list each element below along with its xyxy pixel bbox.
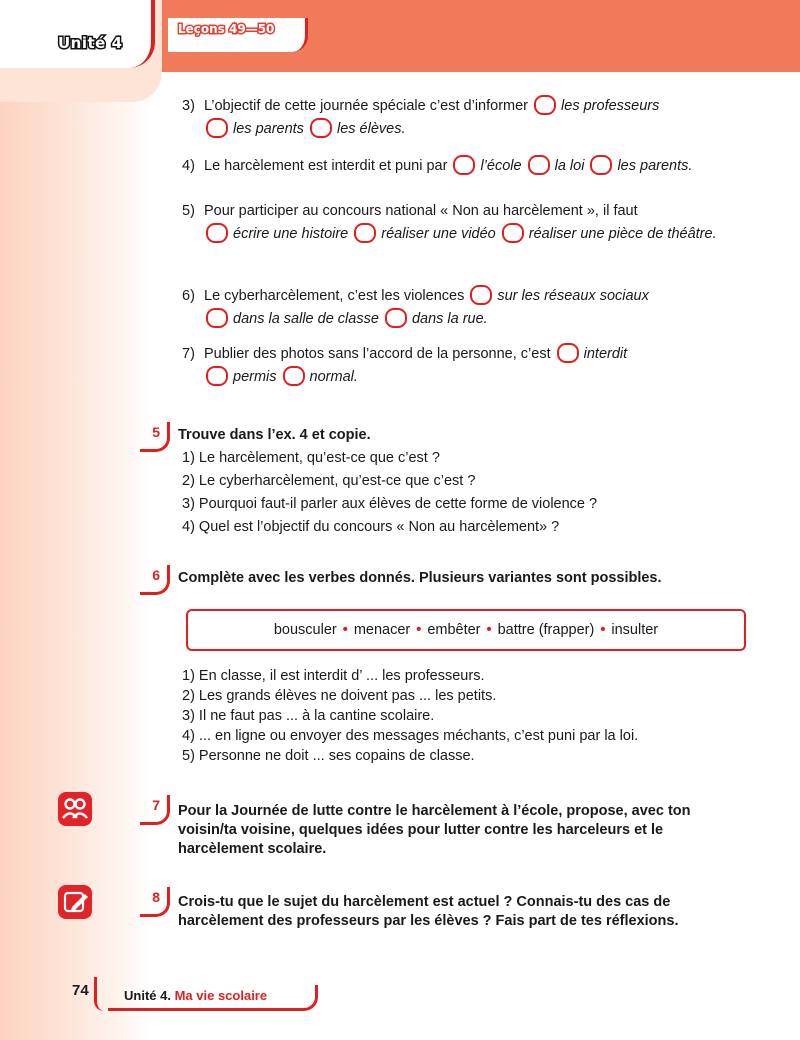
verb: bousculer bbox=[273, 622, 337, 638]
answer-option: la loi bbox=[554, 158, 585, 174]
answer-option: normal. bbox=[309, 369, 358, 385]
verb: embêter bbox=[427, 622, 481, 638]
exercise-5-marker bbox=[130, 424, 170, 458]
ex4-question-3 bbox=[182, 95, 750, 141]
answer-option: réaliser une vidéo bbox=[381, 226, 496, 242]
exercise-number: 5 bbox=[152, 424, 160, 440]
question-number: 3) bbox=[182, 98, 195, 114]
question-number: 5) bbox=[182, 203, 195, 219]
answer-checkbox[interactable] bbox=[283, 366, 305, 386]
exercise-6-marker bbox=[130, 567, 170, 601]
answer-checkbox[interactable] bbox=[354, 223, 376, 243]
question-number: 6) bbox=[182, 288, 195, 304]
question-text: Publier des photos sans l’accord de la personne, c’est bbox=[204, 346, 551, 362]
answer-checkbox[interactable] bbox=[502, 223, 524, 243]
ex6-item: 1) En classe, il est interdit d’ ... les professeurs. bbox=[182, 668, 485, 684]
ex4-question-4 bbox=[182, 155, 750, 178]
verb: insulter bbox=[611, 622, 659, 638]
answer-checkbox[interactable] bbox=[453, 155, 475, 175]
answer-checkbox[interactable] bbox=[470, 285, 492, 305]
answer-option: sur les réseaux sociaux bbox=[497, 288, 649, 304]
answer-option: les professeurs bbox=[561, 98, 660, 114]
bracket-decoration bbox=[140, 565, 170, 595]
exercise-8-title: Crois-tu que le sujet du harcèlement est actuel ? Connais-tu des cas de harcèlement des professeurs par les élèves ? Fais part de tes réflexions. bbox=[178, 894, 679, 929]
exercise-number: 6 bbox=[152, 567, 160, 583]
answer-checkbox[interactable] bbox=[206, 118, 228, 138]
footer-unit-prefix: Unité 4. bbox=[124, 988, 171, 1003]
ex6-item: 2) Les grands élèves ne doivent pas ... les petits. bbox=[182, 688, 497, 704]
ex6-item: 5) Personne ne doit ... ses copains de classe. bbox=[182, 748, 475, 764]
bracket-decoration bbox=[140, 795, 170, 825]
question-number: 7) bbox=[182, 346, 195, 362]
answer-option: dans la rue. bbox=[411, 311, 488, 327]
verb: menacer bbox=[353, 622, 411, 638]
exercise-7-title: Pour la Journée de lutte contre le harcèlement à l’école, propose, avec ton voisin/ta voisine, quelques idées pour lutter contre les harceleurs et le harcèlement scolaire. bbox=[178, 803, 691, 857]
answer-option: interdit bbox=[583, 346, 628, 362]
pair-work-icon bbox=[58, 792, 92, 826]
unit-label: Unité 4 bbox=[58, 34, 123, 52]
question-number: 4) bbox=[182, 158, 195, 174]
ex4-question-7 bbox=[182, 343, 750, 389]
answer-checkbox[interactable] bbox=[206, 223, 228, 243]
answer-checkbox[interactable] bbox=[534, 95, 556, 115]
answer-checkbox[interactable] bbox=[385, 308, 407, 328]
exercise-7-marker bbox=[130, 797, 170, 831]
exercise-number: 8 bbox=[152, 889, 160, 905]
bracket-decoration bbox=[140, 422, 170, 452]
ex5-item: 3) Pourquoi faut-il parler aux élèves de cette forme de violence ? bbox=[182, 496, 598, 512]
exercise-5-title: Trouve dans l’ex. 4 et copie. bbox=[178, 427, 371, 443]
answer-option: dans la salle de classe bbox=[233, 311, 379, 327]
lessons-label: Leçons 49—50 bbox=[178, 22, 275, 36]
answer-option: permis bbox=[233, 369, 277, 385]
ex4-question-5 bbox=[182, 200, 750, 246]
bullet-icon: • bbox=[600, 622, 606, 638]
pencil-icon bbox=[58, 885, 92, 919]
ex5-item: 2) Le cyberharcèlement, qu’est-ce que c’est ? bbox=[182, 473, 476, 489]
answer-option: les élèves. bbox=[336, 121, 406, 137]
bullet-icon: • bbox=[486, 622, 492, 638]
question-text: Pour participer au concours national « Non au harcèlement », il faut bbox=[204, 203, 638, 219]
verb-list-box bbox=[186, 609, 746, 651]
ex5-item: 1) Le harcèlement, qu’est-ce que c’est ? bbox=[182, 450, 440, 466]
exercise-8-marker bbox=[130, 889, 170, 923]
bracket-decoration bbox=[94, 977, 106, 1011]
answer-option: les parents. bbox=[617, 158, 693, 174]
answer-checkbox[interactable] bbox=[528, 155, 550, 175]
footer-unit-title bbox=[124, 988, 267, 1003]
answer-option: écrire une histoire bbox=[233, 226, 349, 242]
answer-checkbox[interactable] bbox=[206, 366, 228, 386]
question-text: Le harcèlement est interdit et puni par bbox=[204, 158, 448, 174]
exercise-number: 7 bbox=[152, 797, 160, 813]
question-text: L’objectif de cette journée spéciale c’est d’informer bbox=[204, 98, 529, 114]
answer-checkbox[interactable] bbox=[206, 308, 228, 328]
question-text: Le cyberharcèlement, c’est les violences bbox=[204, 288, 465, 304]
answer-option: réaliser une pièce de théâtre. bbox=[528, 226, 717, 242]
answer-checkbox[interactable] bbox=[310, 118, 332, 138]
ex6-item: 4) ... en ligne ou envoyer des messages méchants, c’est puni par la loi. bbox=[182, 728, 639, 744]
ex6-item: 3) Il ne faut pas ... à la cantine scolaire. bbox=[182, 708, 435, 724]
bullet-icon: • bbox=[342, 622, 348, 638]
answer-checkbox[interactable] bbox=[590, 155, 612, 175]
exercise-6-title: Complète avec les verbes donnés. Plusieurs variantes sont possibles. bbox=[178, 570, 662, 586]
bullet-icon: • bbox=[416, 622, 422, 638]
footer-unit-name: Ma vie scolaire bbox=[174, 988, 268, 1003]
answer-option: les parents bbox=[233, 121, 304, 137]
page-number: 74 bbox=[72, 982, 89, 999]
answer-checkbox[interactable] bbox=[557, 343, 579, 363]
ex5-item: 4) Quel est l’objectif du concours « Non au harcèlement» ? bbox=[182, 519, 560, 535]
bracket-decoration bbox=[140, 887, 170, 917]
verb: battre (frapper) bbox=[497, 622, 595, 638]
answer-option: l’école bbox=[480, 158, 522, 174]
ex4-question-6 bbox=[182, 285, 750, 331]
